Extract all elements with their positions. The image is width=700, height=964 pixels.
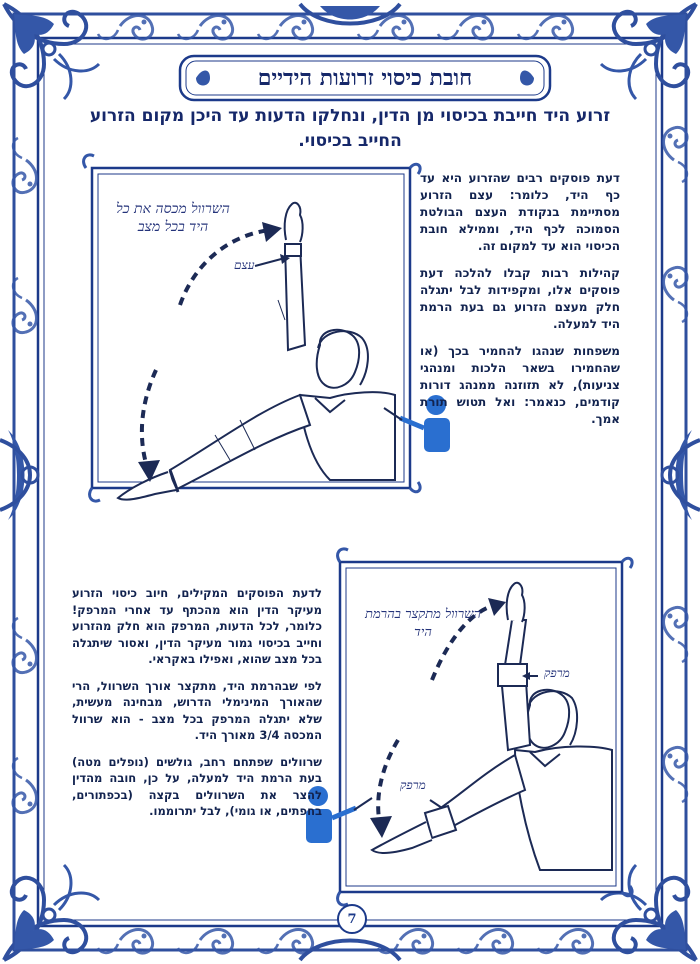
label-bone: עצם [234, 258, 255, 272]
page-subtitle: זרוע היד חייבת בכיסוי מן הדין, ונחלקו הדעות עד היכן מקום הזרוע החייב בכיסוי. [89, 106, 611, 151]
paragraph: דעת פוסקים רבים שהזרוע היא עד כף היד, כלומר: עצם הזרוע מסתיימת בנקודת העצם הבולטת הסמוכה לכף היד, וממילא חובת הכיסוי הוא עד למקום זה. [420, 171, 620, 253]
paragraph: משפחות שנהגו להחמיר בכך (או שהחמירו בשאר הלכות ומנהגי צניעות), לא תזוזנה ממנהג דורות קודמים, כנאמר: ואל תטוש תורת אמך. [420, 344, 620, 426]
label-elbow-bottom: מרפק [400, 778, 426, 792]
paragraph: לדעת הפוסקים המקילים, חיוב כיסוי הזרוע מעיקר הדין הוא מהכתף עד אחרי המרפק! כלומר, לכל הדעות, המרפק הוא חלק מהזרוע וחייב בכיסוי גמור מעיקר הדין, ואסור שיתגלה בכל מצב שהוא, ואפילו באקראי. [72, 586, 322, 666]
paragraph: שרוולים שפתחם רחב, גולשים (נופלים מטה) בעת הרמת היד למעלה, על כן, חובה מהדין להצר את השרוולים בקצה (בכפתורים, בחפתים, או גומי), לבל יתרוממו. [72, 754, 322, 818]
handwritten-note-top: השרוול מכסה את כל היד בכל מצב [116, 201, 230, 235]
title-box [190, 58, 540, 98]
bottom-text-column [72, 585, 322, 830]
label-elbow-top: מרפק [544, 666, 570, 680]
page-title: חובת כיסוי זרועות הידיים [257, 65, 473, 91]
page-number: 7 [337, 904, 367, 934]
paragraph: קהילות רבות קבלו להלכה דעת פוסקים אלו, ומקפידות לבל יתגלה חלק מעצם הזרוע גם בעת הרמת היד למעלה. [420, 266, 620, 331]
bottom-illustration-panel [338, 549, 633, 905]
top-text-column [420, 170, 620, 438]
handwritten-note-bottom: השרוול מתקצר בהרמת היד [365, 607, 481, 640]
paragraph: לפי שבהרמת היד, מתקצר אורך השרוול, הרי שהאורך המינימלי הדרוש, מבחינה מעשית, שלא יתגלה המרפק בכל מצב - הוא שרוול המכסה 3/4 מאורך היד. [72, 678, 322, 742]
